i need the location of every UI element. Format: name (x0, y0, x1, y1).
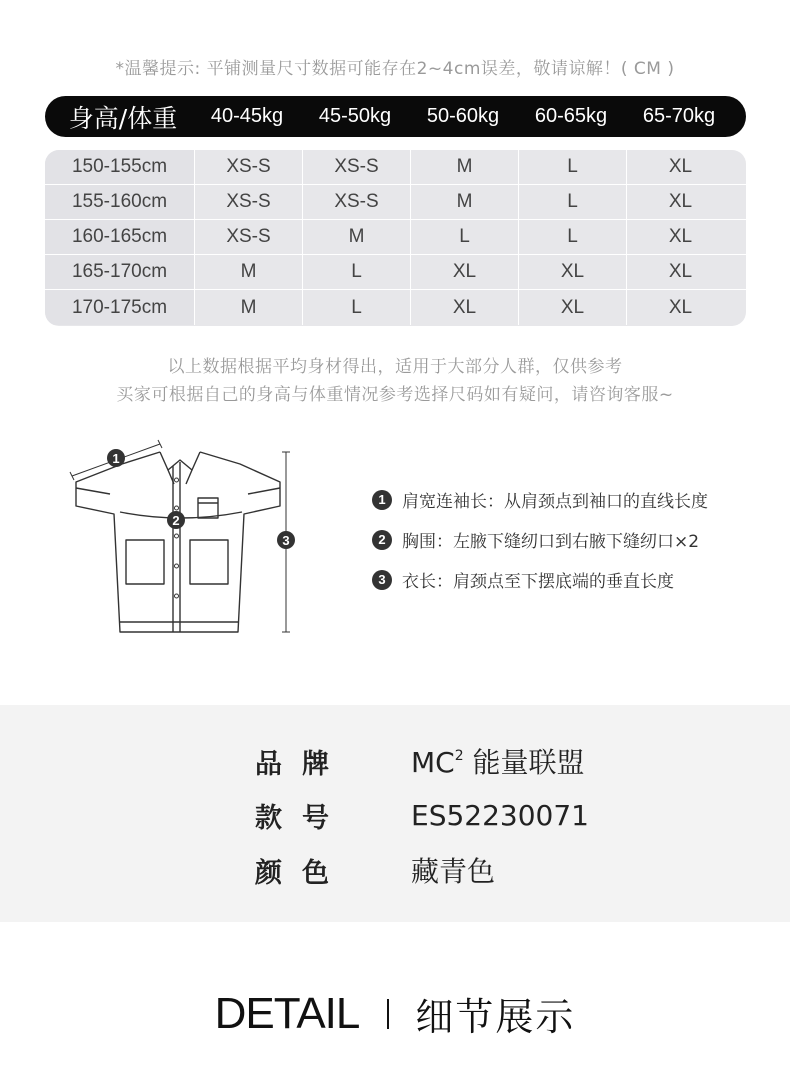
height-cell: 170-175cm (45, 290, 194, 325)
brand-value (411, 741, 585, 781)
brand-row (255, 741, 585, 781)
style-value: ES52230071 (411, 799, 589, 832)
size-cell: XL (626, 150, 734, 184)
number-1-icon: 1 (372, 490, 392, 510)
table-row (45, 255, 746, 290)
header-weight-1: 40-45kg (210, 105, 284, 127)
height-cell: 155-160cm (45, 185, 194, 219)
robe-outline-icon (60, 436, 310, 641)
size-cell: XL (410, 255, 518, 289)
color-row (255, 850, 495, 890)
size-table (45, 150, 746, 326)
brand-name: MC (411, 746, 455, 779)
size-cell: XL (518, 255, 626, 289)
size-cell: XS-S (302, 185, 410, 219)
size-table-header (45, 96, 746, 137)
header-weight-3: 50-60kg (426, 105, 500, 127)
size-cell: XL (518, 290, 626, 325)
measurement-legend-2 (372, 527, 699, 552)
color-label: 颜色 (255, 857, 349, 889)
header-weight-2: 45-50kg (318, 105, 392, 127)
size-cell: XL (626, 255, 734, 289)
size-tip: *温馨提示: 平铺测量尺寸数据可能存在2~4cm误差，敬请谅解！( CM ) (115, 59, 675, 79)
height-cell: 165-170cm (45, 255, 194, 289)
size-cell: L (302, 255, 410, 289)
brand-label: 品牌 (255, 748, 349, 780)
detail-cn-title: 细节展示 (415, 995, 576, 1039)
size-cell: XL (626, 220, 734, 254)
note-line-2: 买家可根据自己的身高与体重情况参考选择尺码如有疑问，请咨询客服~ (116, 385, 674, 405)
color-value: 藏青色 (411, 855, 496, 888)
size-cell: L (518, 150, 626, 184)
brand-superscript: 2 (454, 748, 464, 764)
number-2-icon: 2 (372, 530, 392, 550)
size-cell: M (410, 185, 518, 219)
detail-en-title: DETAIL (214, 988, 360, 1038)
size-cell: XS-S (194, 150, 302, 184)
svg-text:1: 1 (112, 451, 120, 466)
garment-diagram (60, 436, 310, 641)
style-row (255, 796, 589, 835)
size-cell: XL (626, 290, 734, 325)
size-cell: L (410, 220, 518, 254)
measurement-legend-1 (372, 487, 708, 512)
table-row (45, 150, 746, 185)
table-row (45, 185, 746, 220)
height-cell: 150-155cm (45, 150, 194, 184)
detail-heading (0, 986, 790, 1041)
header-weight-5: 65-70kg (642, 105, 716, 127)
size-cell: XL (410, 290, 518, 325)
table-row (45, 290, 746, 325)
size-cell: M (194, 255, 302, 289)
size-cell: M (410, 150, 518, 184)
height-cell: 160-165cm (45, 220, 194, 254)
header-height-weight: 身高/体重 (68, 103, 178, 133)
table-row (45, 220, 746, 255)
size-cell: L (518, 185, 626, 219)
svg-text:2: 2 (172, 513, 180, 528)
style-label: 款号 (255, 803, 349, 834)
size-cell: M (302, 220, 410, 254)
note-line-1: 以上数据根据平均身材得出，适用于大部分人群，仅供参考 (167, 357, 623, 377)
size-cell: XS-S (302, 150, 410, 184)
size-cell: M (194, 290, 302, 325)
header-weight-4: 60-65kg (534, 105, 608, 127)
size-cell: XS-S (194, 185, 302, 219)
measurement-text: 衣长：肩颈点至下摆底端的垂直长度 (402, 572, 674, 592)
size-cell: L (302, 290, 410, 325)
divider (387, 999, 389, 1029)
measurement-legend-3 (372, 567, 674, 592)
brand-suffix: 能量联盟 (463, 746, 585, 779)
size-cell: XL (626, 185, 734, 219)
size-cell: XS-S (194, 220, 302, 254)
svg-text:3: 3 (282, 533, 290, 548)
number-3-icon: 3 (372, 570, 392, 590)
measurement-text: 胸围：左腋下缝纫口到右腋下缝纫口×2 (402, 532, 700, 552)
size-cell: L (518, 220, 626, 254)
measurement-text: 肩宽连袖长：从肩颈点到袖口的直线长度 (402, 492, 708, 512)
